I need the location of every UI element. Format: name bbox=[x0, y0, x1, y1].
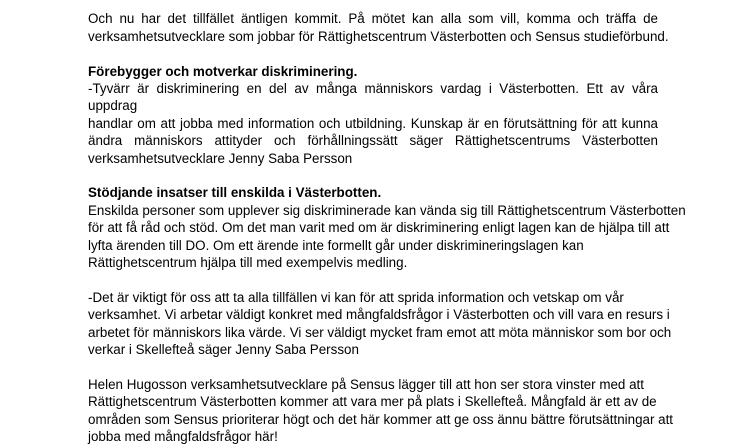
text-line-content: för att få råd och stöd. Om det man varit med om är diskriminering enligt lagen kan de hjälpa till att bbox=[88, 220, 670, 236]
text-line-content: Rättighetscentrum hjälpa till med exempelvis medling. bbox=[88, 255, 408, 271]
text-line bbox=[88, 306, 670, 323]
text-line-content: arbetet för människors lika värde. Vi ser väldigt mycket fram emot att möta människor som bor och bbox=[88, 324, 672, 340]
text-line-content: -Det är viktigt för oss att ta alla tillfällen vi kan för att sprida information och vetskap om vår bbox=[88, 289, 624, 305]
text-line bbox=[88, 254, 658, 271]
section-discrimination bbox=[88, 63, 658, 167]
text-line-content: lyfta ärenden till DO. Om ett ärende inte formellt går under diskrimineringslagen kan bbox=[88, 237, 584, 253]
document-page bbox=[88, 0, 686, 446]
text-line bbox=[88, 80, 658, 115]
text-line-content: Rättighetscentrum Västerbotten kommer att vara mer på plats i Skellefteå. Mångfald är ett av de bbox=[88, 394, 657, 410]
text-line-content: Enskilda personer som upplever sig diskriminerade kan vända sig till Rättighetscentrum Västerbotten bbox=[88, 202, 686, 218]
paragraph-gap bbox=[88, 45, 658, 62]
text-line-content: verksamhetsutvecklare Jenny Saba Persson bbox=[88, 150, 353, 166]
text-line bbox=[88, 341, 658, 358]
text-line bbox=[88, 411, 674, 428]
intro-paragraph bbox=[88, 0, 669, 45]
text-line bbox=[88, 237, 658, 254]
text-line-content: verkar i Skellefteå säger Jenny Saba Persson bbox=[88, 342, 359, 358]
text-line bbox=[88, 115, 658, 132]
text-line bbox=[88, 376, 658, 393]
text-line-content: handlar om att jobba med information och utbildning. Kunskap är en förutsättning för att kunna bbox=[88, 115, 658, 131]
text-line-content: Helen Hugosson verksamhetsutvecklare på Sensus lägger till att hon ser stora vinster med att bbox=[88, 376, 644, 392]
section-heading: Förebygger och motverkar diskriminering. bbox=[88, 63, 358, 79]
text-line bbox=[88, 324, 672, 341]
paragraph-gap bbox=[88, 167, 658, 184]
section-heading: Stödjande insatser till enskilda i Västerbotten. bbox=[88, 185, 382, 201]
text-line-content: områden som Sensus prioriterar högt och det här kommer att ge oss ännu bättre förutsättningar att bbox=[88, 411, 674, 427]
text-line-partial bbox=[88, 0, 658, 10]
text-line-content: -Tyvärr är diskriminering en del av många människors vardag i Västerbotten. Ett av våra uppdrag bbox=[88, 81, 658, 114]
text-line bbox=[88, 0, 658, 10]
text-line bbox=[88, 132, 658, 149]
text-line-content: verksamhetsutvecklare som jobbar för Rättighetscentrum Västerbotten och Sensus studieförbund. bbox=[88, 28, 669, 44]
paragraph-gap bbox=[88, 271, 658, 288]
text-line bbox=[88, 393, 658, 410]
text-line-content: verksamhet. Vi arbetar väldigt konkret med mångfaldsfrågor i Västerbotten och vill vara en resurs i bbox=[88, 307, 670, 323]
text-line bbox=[88, 219, 670, 236]
text-line-content: ändra människors attityder och förhållningssätt säger Rättighetscentrums Västerbotten bbox=[88, 133, 658, 149]
section-support bbox=[88, 184, 686, 271]
text-line-content: Och nu har det tillfället äntligen kommit. På mötet kan alla som vill, komma och träffa de bbox=[88, 11, 658, 27]
text-line bbox=[88, 150, 658, 167]
paragraph-gap bbox=[88, 358, 658, 375]
text-line bbox=[88, 28, 669, 45]
text-line bbox=[88, 10, 658, 27]
quote-paragraph bbox=[88, 289, 672, 359]
text-line-content: jobba med mångfaldsfrågor här! bbox=[88, 429, 278, 445]
text-line bbox=[88, 428, 658, 445]
text-line bbox=[88, 202, 686, 219]
text-line bbox=[88, 289, 658, 306]
closing-paragraph bbox=[88, 376, 674, 446]
